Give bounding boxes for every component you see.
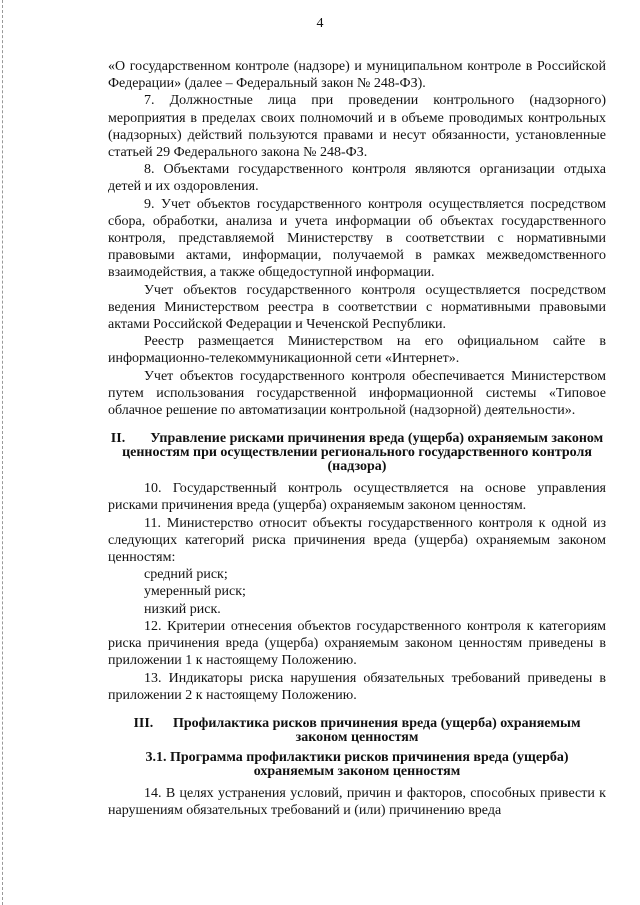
risk-level-low: низкий риск. — [144, 601, 221, 617]
section-2-number: II. — [110, 431, 126, 447]
section-3-number: III. — [133, 715, 154, 731]
paragraph-9: 9. Учет объектов государственного контроля осуществляется посредством сбора, обработки, анализа и учета информации об объектах государственного контроля, представляемой Министерству в соответствии с нормативными правовыми актами, информации, получаемой в рамках межведомственного взаимодействия, а также общедоступной информации. — [108, 196, 606, 281]
section-3-heading — [108, 717, 606, 745]
risk-level-medium: средний риск; — [144, 567, 228, 583]
paragraph-9-registry: Учет объектов государственного контроля осуществляется посредством ведения Министерством реестра в соответствии с нормативными правовыми актами Российской Федерации и Чеченской Республики. — [108, 282, 606, 333]
document-body — [108, 58, 606, 819]
paragraph-9-information-system: Учет объектов государственного контроля обеспечивается Министерством путем использования государственной информационной системы «Типовое облачное решение по автоматизации контрольной (надзорной) деятельности». — [108, 368, 606, 419]
paragraph-13: 13. Индикаторы риска нарушения обязательных требований приведены в приложении 2 к настоящему Положению. — [108, 670, 606, 703]
subsection-3-1-number: 3.1. — [145, 749, 167, 765]
risk-level-moderate: умеренный риск; — [144, 584, 246, 600]
paragraph-10: 10. Государственный контроль осуществляется на основе управления рисками причинения вреда (ущерба) охраняемым законом ценностям. — [108, 481, 606, 514]
binding-edge-line — [2, 0, 4, 905]
paragraph-federal-law-continuation: «О государственном контроле (надзоре) и муниципальном контроле в Российской Федерации» (далее – Федеральный закон № 248-ФЗ). — [108, 59, 606, 92]
paragraph-11: 11. Министерство относит объекты государственного контроля к одной из следующих категорий риска причинения вреда (ущерба) охраняемым законом ценностям: — [108, 515, 606, 566]
section-3-title: Профилактика рисков причинения вреда (ущерба) охраняемым законом ценностям — [172, 715, 581, 745]
subsection-3-1-title: Программа профилактики рисков причинения вреда (ущерба) охраняемым законом ценностям — [169, 749, 569, 779]
paragraph-7: 7. Должностные лица при проведении контрольного (надзорного) мероприятия в пределах своих полномочий и в объеме проводимых контрольных (надзорных) действий пользуются правами и несут обязанности, установленные статьей 29 Федерального закона № 248-ФЗ. — [108, 93, 606, 161]
paragraph-9-website: Реестр размещается Министерством на его официальном сайте в информационно-телекоммуникационной сети «Интернет». — [108, 334, 606, 367]
section-2-title: Управление рисками причинения вреда (ущерба) охраняемым законом ценностям при осуществлении регионального государственного контроля (надзора) — [122, 431, 604, 475]
subsection-3-1-heading — [108, 751, 606, 779]
section-2-heading — [108, 432, 606, 474]
paragraph-14: 14. В целях устранения условий, причин и факторов, способных привести к нарушениям обязательных требований и (или) причинению вреда — [108, 785, 606, 819]
paragraph-12: 12. Критерии отнесения объектов государственного контроля к категориям риска причинения вреда (ущерба) охраняемым законом ценностям приведены в приложении 1 к настоящему Положению. — [108, 618, 606, 669]
paragraph-8: 8. Объектами государственного контроля являются организации отдыха детей и их оздоровления. — [108, 162, 606, 195]
page-number: 4 — [316, 16, 324, 31]
